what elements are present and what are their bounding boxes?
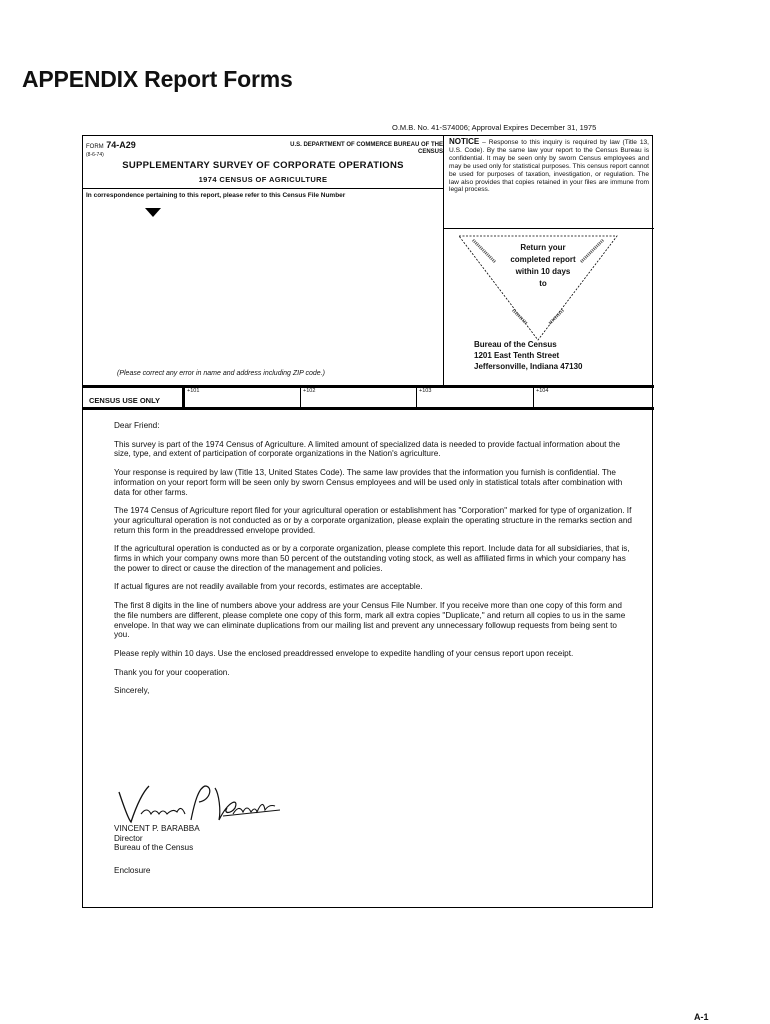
divider <box>443 136 444 386</box>
salutation: Dear Friend: <box>114 421 160 430</box>
census-cell: +103 <box>417 388 534 407</box>
letter-paragraph: Your response is required by law (Title 13, United States Code). The same law provides that the information you furnish is confidential. The information on your report form will be seen only by sworn Census employees and will be used only in statistical totals after combination with data for other farms. <box>114 468 623 497</box>
form-revision: (8-6-74) <box>86 152 104 158</box>
bureau-address: Bureau of the Census 1201 East Tenth Street Jeffersonville, Indiana 47130 <box>474 340 583 371</box>
signer-block <box>114 824 200 853</box>
letter-paragraph: Thank you for your cooperation. <box>114 667 230 677</box>
enclosure-note: Enclosure <box>114 866 151 875</box>
correspondence-note: In correspondence pertaining to this report, please refer to this Census File Number <box>86 192 346 199</box>
return-instructions: Return your completed report within 10 days to <box>510 243 576 288</box>
letter-paragraph: If the agricultural operation is conducted as or by a corporate organization, please complete this report. Include data for all subsidiaries, that is, firms in which your company owns more than 50 percent of the outstanding voting stock, as well as affiliated firms in which your company has the power to direct or cause the direction of the management and policies. <box>114 544 630 573</box>
letter-paragraph: The 1974 Census of Agriculture report filed for your agricultural operation or establishment has "Corporation" marked for type of organization. If your agricultural operation is not conducted as or by a corporate organization, please explain the operating structure in the remarks section and return this form in the preaddressed envelope provided. <box>114 506 632 535</box>
department-name: U.S. DEPARTMENT OF COMMERCE BUREAU OF THE CENSUS <box>290 142 443 155</box>
letter-paragraph: If actual figures are not readily available from your records, estimates are acceptable. <box>114 582 423 592</box>
divider <box>83 188 443 189</box>
census-form <box>82 135 653 908</box>
down-arrow-icon <box>145 208 161 217</box>
letter-paragraph: The first 8 digits in the line of numbers above your address are your Census File Number. If you receive more than one copy of this form and the file numbers are different, please complete one copy of this form, mark all extra copies "Duplicate," and return all copies to us in the same envelope. In that way we can eliminate duplications from our mailing list and prevent any unnecessary followup requests from being sent to you. <box>114 601 626 640</box>
letter-body <box>114 421 634 705</box>
census-cell: +101 <box>185 388 301 407</box>
census-cell: +102 <box>301 388 417 407</box>
letter-paragraph: Sincerely, <box>114 686 150 696</box>
page-heading: APPENDIX Report Forms <box>22 66 293 92</box>
page-number: A-1 <box>694 1012 709 1022</box>
signer-org: Bureau of the Census <box>114 843 194 853</box>
address-correction-note: (Please correct any error in name and address including ZIP code.) <box>117 370 325 377</box>
census-use-label: CENSUS USE ONLY <box>83 388 185 407</box>
census-cell: +104 <box>536 388 549 394</box>
letter-paragraph: This survey is part of the 1974 Census of Agriculture. A limited amount of specialized data is needed to provide factual information about the size, type, and extent of participation of corporate organizations in the Nation's agriculture. <box>114 439 621 459</box>
letter-paragraph: Please reply within 10 days. Use the enclosed preaddressed envelope to expedite handling of your census report upon receipt. <box>114 648 574 658</box>
signer-title: Director <box>114 833 143 843</box>
omb-approval-line: O.M.B. No. 41-S74006; Approval Expires December 31, 1975 <box>392 123 597 132</box>
divider <box>443 228 654 229</box>
survey-title: SUPPLEMENTARY SURVEY OF CORPORATE OPERATIONS <box>122 160 404 171</box>
signature-image <box>115 780 280 830</box>
census-year: 1974 CENSUS OF AGRICULTURE <box>198 175 328 184</box>
form-number: FORM 74-A29 <box>86 140 136 150</box>
signer-name: VINCENT P. BARABBA <box>114 824 200 833</box>
notice-text: NOTICE – Response to this inquiry is required by law (Title 13, U.S. Code). By the same law your report to the Census Bureau is confidential. It may be seen only by sworn Census employees and may be used only for statistical purposes. This census report cannot be used for purposes of taxation, investigation, or regulation. The law also provides that copies retained in your files are immune from legal process. <box>449 137 649 194</box>
census-use-bar <box>83 385 654 410</box>
